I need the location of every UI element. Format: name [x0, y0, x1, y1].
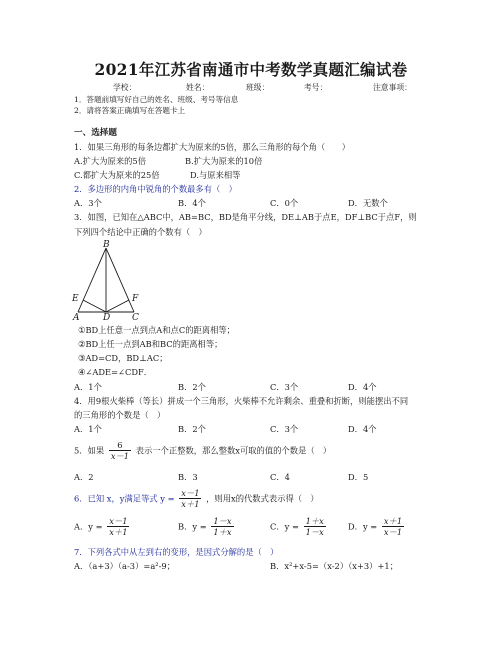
q5-stem-post: 表示一个正整数，那么整数x可取的值的个数是（ ）: [135, 445, 332, 456]
q3-option-d: D．4个: [348, 382, 377, 392]
notice-label: 注意事项：: [373, 83, 412, 92]
q3-option-c: C．3个: [270, 382, 299, 392]
q6-option-d-fraction: [382, 517, 404, 537]
q6-option-a-denominator: x＋1: [109, 527, 128, 538]
q6-stem: [74, 489, 319, 509]
q3-statement-4: ④∠ADE=∠CDF．: [78, 367, 153, 377]
q5-fraction: [109, 441, 131, 461]
q7-option-b: B．x²+x-5=（x-2）（x+3）+1；: [270, 561, 399, 571]
q6-option-b: [178, 517, 236, 537]
q4-option-c: C．3个: [270, 424, 299, 434]
label-d: D: [103, 313, 111, 320]
side-bc: [106, 248, 134, 312]
q1-stem: 1．如果三角形的每条边都扩大为原来的5倍，那么三角形的每个角（ ）: [74, 142, 351, 152]
q1-option-c: C.都扩大为原来的25倍: [74, 170, 160, 180]
q3-option-b: B．2个: [178, 382, 206, 392]
segment-df: [106, 300, 129, 312]
q3-stem-line1: 3．如图，已知在△ABC中，AB=BC，BD是角平分线，DE⊥AB于点E，DF⊥BC于点F，则: [74, 212, 417, 222]
q5-numerator: 6: [109, 441, 131, 451]
q6-option-d-numerator: x＋1: [383, 516, 403, 526]
q6-option-b-label: B．y =: [178, 521, 207, 532]
q3-statement-2: ②BD上任一点到AB和BC的距离相等；: [78, 339, 223, 349]
q6-option-d-denominator: x－1: [383, 527, 403, 538]
q6-option-b-numerator: 1－x: [213, 516, 232, 526]
q5-option-c: C．4: [270, 472, 290, 482]
q1-option-d: D.与原来相等: [190, 170, 241, 180]
q6-option-c-numerator: 1＋x: [305, 516, 324, 526]
segment-de: [83, 300, 106, 312]
name-label: 姓名：: [186, 83, 210, 92]
label-a: A: [73, 313, 80, 320]
section-heading: 一、选择题: [74, 128, 117, 138]
label-b: B: [103, 240, 110, 250]
q6-option-c: [270, 517, 328, 537]
q4-option-b: B．2个: [178, 424, 206, 434]
triangle-figure: [70, 240, 150, 320]
q6-stem-pre: 6．已知 x，y满足等式 y =: [74, 493, 175, 504]
side-ab: [78, 248, 106, 312]
q4-option-d: D．4个: [348, 424, 377, 434]
q6-option-c-label: C．y =: [270, 521, 299, 532]
q6-option-a: [74, 517, 131, 537]
q3-option-a: A．1个: [74, 382, 102, 392]
q6-option-a-numerator: x－1: [109, 516, 128, 526]
q5-stem: [74, 441, 331, 461]
q2-option-b: B．4个: [178, 198, 206, 208]
q6-option-d: [348, 517, 406, 537]
q4-stem-line2: 的三角形的个数是（ ）: [74, 410, 166, 420]
q3-statement-1: ①BD上任意一点到点A和点C的距离相等；: [78, 325, 235, 335]
q5-option-b: B．3: [178, 472, 198, 482]
q7-option-a: A．（a+3）（a-3）=a²-9；: [74, 561, 175, 571]
q6-stem-post: ，则用x的代数式表示得（ ）: [206, 493, 319, 504]
q4-stem-line1: 4．用9根火柴棒（等长）拼成一个三角形，火柴棒不允许剩余、重叠和折断，则能摆出不同: [74, 396, 409, 406]
q7-stem: 7．下列各式中从左到右的变形，是因式分解的是（ ）: [74, 547, 279, 557]
school-label: 学校：: [113, 83, 137, 92]
q5-denominator: x－1: [110, 451, 130, 462]
q1-option-a: A.扩大为原来的5倍: [74, 156, 146, 166]
q6-option-b-fraction: [211, 517, 233, 537]
q2-option-d: D．无数个: [348, 198, 388, 208]
exam-number-label: 考号：: [304, 83, 328, 92]
q4-option-a: A．1个: [74, 424, 102, 434]
q3-statement-3: ③AD=CD，BD⊥AC；: [78, 353, 168, 363]
q2-stem: 2．多边形的内角中锐角的个数最多有（ ）: [74, 184, 237, 194]
q5-option-a: A．2: [74, 472, 94, 482]
q6-denominator: x＋1: [181, 499, 200, 510]
q6-option-b-denominator: 1＋x: [213, 527, 232, 538]
q3-stem-line2: 下列四个结论中正确的个数有（ ）: [74, 227, 207, 237]
q1-option-b: B.扩大为原来的10倍: [185, 156, 263, 166]
label-e: E: [72, 294, 79, 304]
q5-option-d: D．5: [348, 472, 369, 482]
q5-stem-pre: 5．如果: [74, 445, 105, 456]
note-2: 2．请将答案正确填写在答题卡上: [74, 106, 186, 115]
page-title: 2021年江苏省南通市中考数学真题汇编试卷: [94, 60, 408, 79]
q6-option-a-fraction: [107, 517, 129, 537]
q2-option-a: A．3个: [74, 198, 102, 208]
q6-option-c-fraction: [304, 517, 326, 537]
q6-numerator: x－1: [181, 488, 200, 498]
q6-option-a-label: A．y =: [74, 521, 103, 532]
q6-fraction: [179, 489, 201, 509]
label-c: C: [132, 313, 139, 320]
note-1: 1．答题前填写好自己的姓名、班级、考号等信息: [74, 95, 239, 104]
q6-option-d-label: D．y =: [348, 521, 378, 532]
class-label: 班级：: [246, 83, 270, 92]
q6-option-c-denominator: 1－x: [305, 527, 324, 538]
label-f: F: [132, 294, 139, 304]
q2-option-c: C．0个: [270, 198, 299, 208]
